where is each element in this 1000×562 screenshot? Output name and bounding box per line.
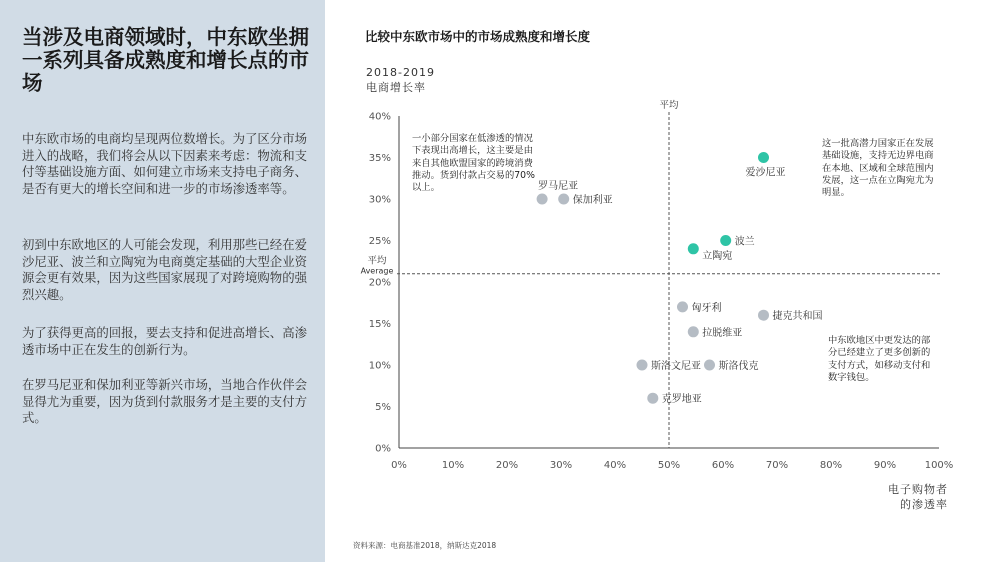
y-tick-label: 5% (375, 402, 391, 413)
average-y-label: 平均 (367, 255, 387, 267)
x-axis-label-line1: 电子购物者 (888, 483, 948, 496)
data-point-label: 拉脱维亚 (702, 327, 743, 339)
data-point-label: 爱沙尼亚 (745, 167, 786, 179)
data-point (688, 326, 699, 337)
y-tick-label: 15% (368, 319, 391, 330)
x-tick-label: 90% (873, 460, 897, 471)
data-point-label: 匈牙利 (691, 302, 722, 314)
x-tick-label: 30% (549, 460, 573, 471)
data-point (704, 360, 715, 371)
data-point (677, 301, 688, 312)
x-tick-label: 50% (657, 460, 681, 471)
data-point-label: 斯洛文尼亚 (651, 361, 701, 372)
y-tick-label: 30% (368, 194, 391, 206)
data-point-label: 波兰 (734, 236, 755, 248)
paragraph-4: 在罗马尼亚和保加利亚等新兴市场，当地合作伙伴会显得尤为重要，因为货到付款服务才是主要的支付方式。 (22, 377, 307, 425)
paragraph-2: 初到中东欧地区的人可能会发现，利用那些已经在爱沙尼亚、波兰和立陶宛为电商奠定基础的大型企业资源会更有效果，因为这些国家展现了对跨境购物的强烈兴趣。 (22, 237, 307, 302)
y-tick-label: 10% (368, 360, 391, 372)
data-point-label: 克罗地亚 (661, 394, 702, 406)
x-tick-label: 40% (603, 460, 627, 471)
data-point (720, 235, 731, 246)
data-point-label: 保加利亚 (572, 195, 613, 206)
x-axis-label-line2: 的渗透率 (900, 498, 948, 511)
x-tick-label: 10% (441, 460, 465, 471)
y-tick-label: 20% (368, 277, 391, 289)
x-tick-label: 70% (765, 460, 789, 471)
data-point (537, 194, 548, 205)
y-tick-label: 25% (368, 236, 391, 247)
data-point (637, 360, 648, 371)
paragraph-3: 为了获得更高的回报，要去支持和促进高增长、高渗透市场中正在发生的创新行为。 (22, 325, 307, 357)
page-title: 当涉及电商领域时，中东欧坐拥一系列具备成熟度和增长点的市场 (22, 25, 309, 95)
x-tick-label: 20% (495, 460, 519, 471)
data-point-label: 斯洛伐克 (718, 361, 759, 372)
x-tick-label: 80% (819, 460, 843, 471)
average-x-label: 平均 (659, 100, 679, 111)
x-tick-label: 0% (391, 460, 407, 471)
chart-title: 比较中东欧市场中的市场成熟度和增长度 (365, 29, 591, 44)
annotation-bottom-right: 中东欧地区中更发达的部分已经建立了更多创新的支付方式，如移动支付和数字钱包。 (828, 335, 931, 383)
x-tick-label: 100% (924, 460, 954, 471)
data-point (758, 152, 769, 163)
y-axis-label-year: 2018-2019 (366, 66, 435, 79)
source-note: 资料来源：电商基准2018，纳斯达克2018 (353, 541, 497, 550)
annotation-top-left: 一小部分国家在低渗透的情况下表现出高增长，这主要是由来自其他欧盟国家的跨境消费推动。货到付款占交易的70%以上。 (412, 133, 535, 194)
annotation-top-right: 这一批高潜力国家正在发展基础设施，支持无边界电商在本地、区域和全球范围内发展，这一点在立陶宛尤为明显。 (822, 138, 934, 199)
data-point (558, 194, 569, 205)
x-tick-label: 60% (711, 460, 735, 471)
data-point-label: 立陶宛 (702, 250, 733, 262)
y-tick-label: 35% (368, 153, 391, 164)
paragraph-1: 中东欧市场的电商均呈现两位数增长。为了区分市场进入的战略，我们将会从以下因素来考虑：物流和支付等基础设施方面、如何建立市场来支持电子商务、是否有更大的增长空间和进一步的市场渗透率等。 (22, 131, 307, 196)
data-point (647, 393, 658, 404)
data-point-label: 罗马尼亚 (538, 181, 579, 192)
data-point (688, 243, 699, 254)
y-tick-label: 0% (375, 443, 391, 455)
average-y-label-en: Average (360, 266, 394, 276)
y-axis-label: 电商增长率 (366, 81, 426, 94)
data-point-label: 捷克共和国 (772, 311, 823, 323)
data-point (758, 310, 769, 321)
y-tick-label: 40% (368, 111, 391, 123)
